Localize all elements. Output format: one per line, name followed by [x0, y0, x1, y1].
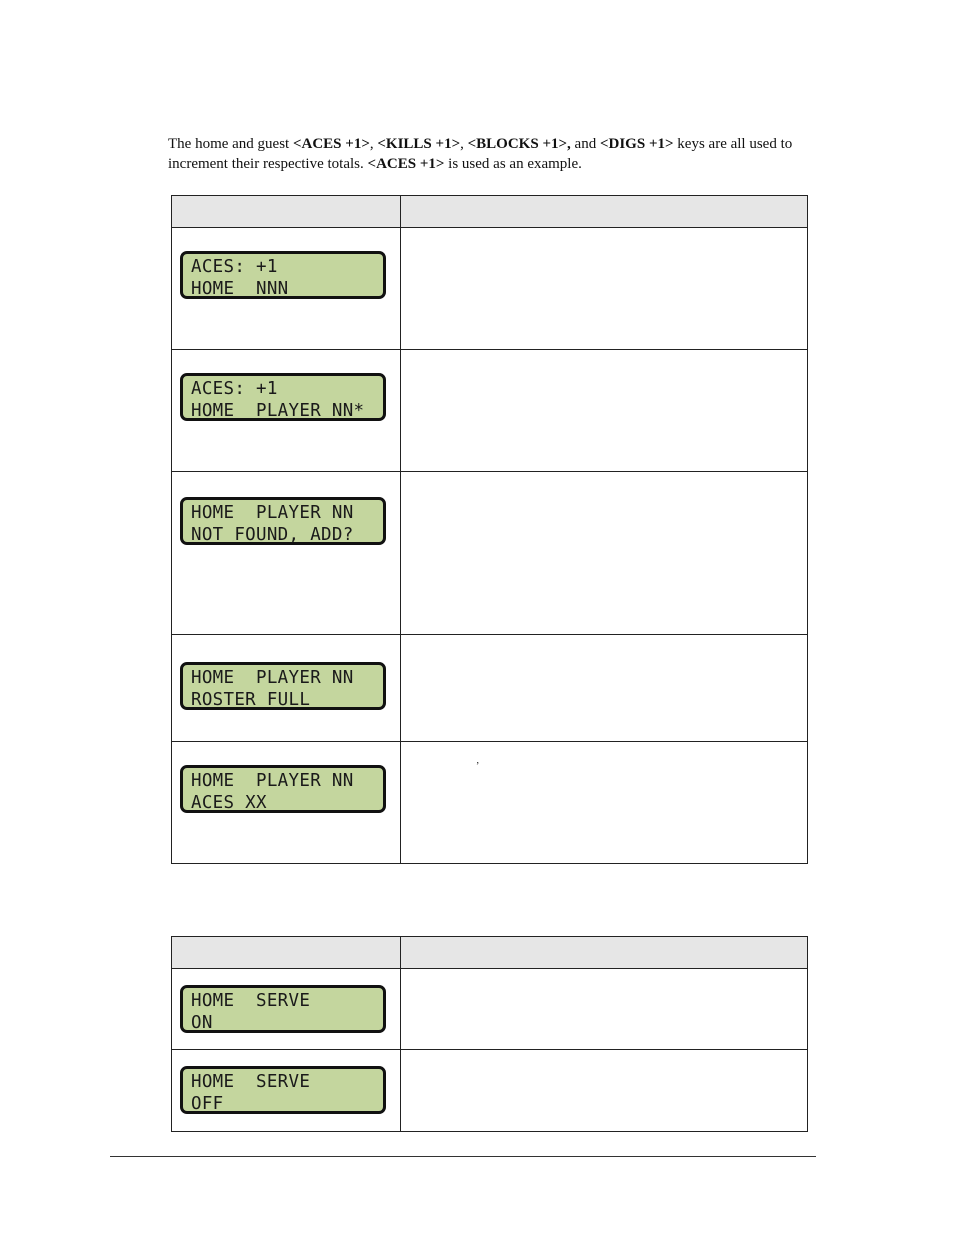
lcd-line-1: HOME PLAYER NN	[191, 503, 354, 523]
lcd-line-1: HOME PLAYER NN	[191, 668, 354, 688]
key-kills: <KILLS +1>	[377, 136, 461, 152]
lcd-cell	[172, 1050, 401, 1132]
table-row	[172, 350, 808, 472]
lcd-line-1: HOME SERVE	[191, 1072, 311, 1092]
stray-mark: ’	[476, 761, 480, 772]
key-digs: <DIGS +1>	[599, 136, 674, 152]
key-blocks: <BLOCKS +1>,	[467, 136, 571, 152]
description-cell	[401, 1050, 808, 1132]
table-row	[172, 742, 808, 864]
lcd-cell	[172, 228, 401, 350]
description-cell	[401, 228, 808, 350]
lcd-line-2: HOME PLAYER NN*	[191, 401, 365, 421]
header-cell-display	[172, 196, 401, 228]
table-row	[172, 228, 808, 350]
intro-text: ,	[460, 136, 468, 152]
lcd-table-stats	[171, 195, 808, 864]
lcd-line-2: ON	[191, 1013, 213, 1033]
lcd-display	[180, 251, 386, 299]
lcd-cell	[172, 742, 401, 864]
header-cell-display	[172, 937, 401, 969]
intro-text: ,	[369, 136, 378, 152]
description-cell	[401, 742, 808, 864]
table-header-row	[172, 937, 808, 969]
lcd-cell	[172, 350, 401, 472]
intro-text: The home and guest	[168, 136, 293, 152]
lcd-display	[180, 373, 386, 421]
lcd-display	[180, 765, 386, 813]
description-cell	[401, 635, 808, 742]
lcd-line-2: NOT FOUND, ADD?	[191, 525, 354, 545]
lcd-display	[180, 497, 386, 545]
intro-text: and	[570, 136, 600, 152]
lcd-display	[180, 662, 386, 710]
table-row	[172, 969, 808, 1050]
lcd-cell	[172, 969, 401, 1050]
table-row	[172, 1050, 808, 1132]
lcd-cell	[172, 472, 401, 635]
description-cell	[401, 472, 808, 635]
lcd-display	[180, 985, 386, 1033]
key-aces-example: <ACES +1>	[367, 156, 445, 172]
header-cell-action	[401, 937, 808, 969]
lcd-line-1: HOME PLAYER NN	[191, 771, 354, 791]
table-row	[172, 635, 808, 742]
lcd-line-2: ROSTER FULL	[191, 690, 311, 710]
lcd-line-2: OFF	[191, 1094, 224, 1114]
table-row	[172, 472, 808, 635]
description-cell	[401, 969, 808, 1050]
lcd-line-2: HOME NNN	[191, 279, 289, 299]
lcd-display	[180, 1066, 386, 1114]
lcd-cell	[172, 635, 401, 742]
lcd-line-1: ACES: +1	[191, 257, 278, 277]
footer-rule	[110, 1156, 816, 1157]
lcd-table-serve	[171, 936, 808, 1132]
key-aces: <ACES +1>	[292, 136, 370, 152]
lcd-line-1: ACES: +1	[191, 379, 278, 399]
lcd-line-1: HOME SERVE	[191, 991, 311, 1011]
table-header-row	[172, 196, 808, 228]
header-cell-action	[401, 196, 808, 228]
intro-text: keys are all used to increment their respective totals.	[168, 136, 793, 172]
intro-text: is used as an example.	[444, 156, 582, 172]
intro-paragraph	[168, 134, 808, 174]
description-cell	[401, 350, 808, 472]
lcd-line-2: ACES XX	[191, 793, 267, 813]
